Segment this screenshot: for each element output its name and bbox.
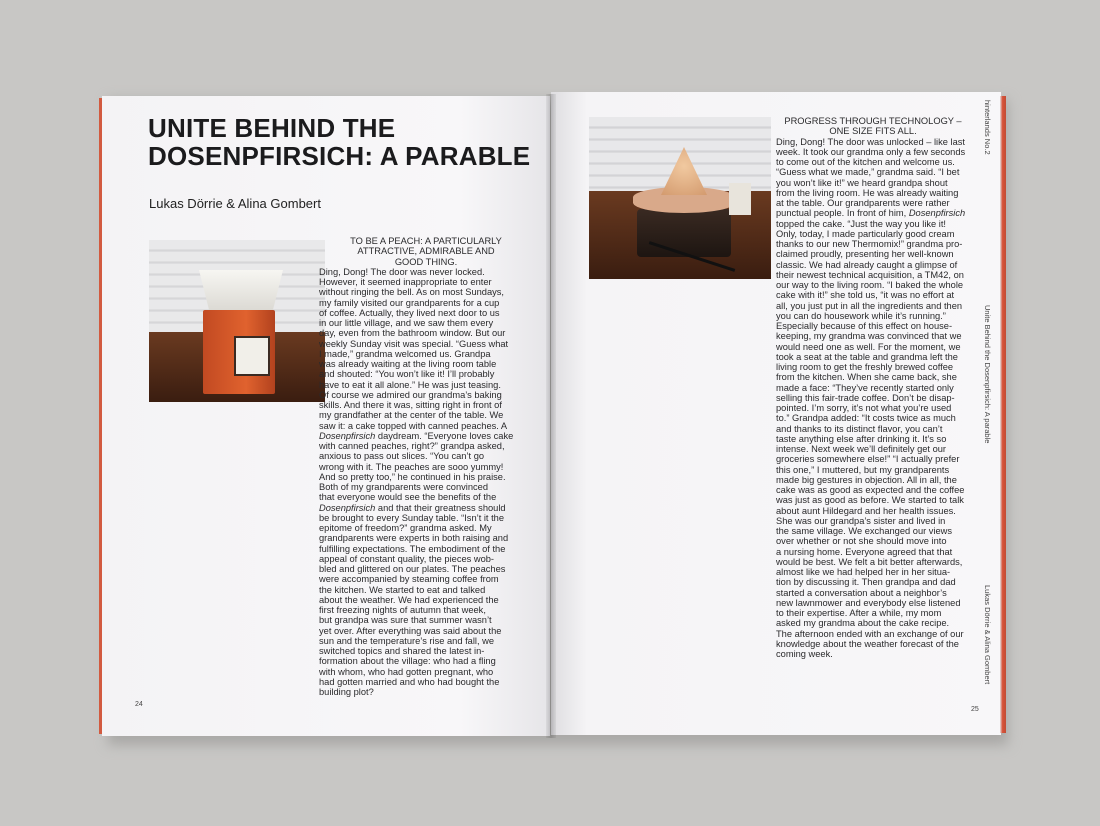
text-line: almost like we had helped her in her situa- bbox=[776, 567, 951, 577]
text-line: about the weather. We had experienced the bbox=[319, 594, 499, 605]
text-line: “Guess what we made,” grandma said. “I bet bbox=[776, 167, 960, 178]
heading-line: GOOD THING. bbox=[394, 256, 458, 267]
text-line: selling this fair-trade coffee. Don’t be disap- bbox=[776, 392, 955, 403]
text-line: sun and the temperature’s rise and fall, we bbox=[319, 635, 495, 646]
article-body bbox=[319, 267, 533, 698]
text-line: of coffee. Actually, they lived next door to us bbox=[319, 307, 500, 318]
text-line: and thanks to its distinct flavor, you can’t bbox=[776, 423, 943, 434]
text-line: started a conversation about a neighbor’s bbox=[776, 587, 947, 598]
text-line: living room to get the freshly brewed coffee bbox=[776, 362, 954, 372]
text-line: and shouted: “You won’t like it! I’ll probably bbox=[319, 369, 495, 380]
text-line: thanks to our new Thermomix!” grandma pro- bbox=[776, 239, 963, 249]
page-number-left: 24 bbox=[135, 701, 143, 708]
photo-citrus-juicer bbox=[589, 117, 771, 279]
text-line: have to eat it all alone.” He was just teasing. bbox=[319, 379, 501, 390]
text-line: formation about the village: who had a fling bbox=[319, 656, 496, 667]
text-line: week. It took our grandma only a few seconds bbox=[776, 146, 966, 157]
text-line: cake was as good as expected and the coffee bbox=[776, 485, 965, 495]
text-line: to their expertise. After a while, my mom bbox=[776, 608, 942, 618]
section-heading bbox=[776, 116, 970, 137]
text-line: grandparents were experts in both raising and bbox=[319, 533, 509, 544]
title-line: DOSENPFIRSICH: A PARABLE bbox=[148, 141, 531, 171]
text-line: anxious to pass out slices. “You can’t go bbox=[319, 451, 485, 462]
text-line: to come out of the kitchen and welcome us. bbox=[776, 157, 955, 167]
text-line: a nursing home. Everyone agreed that that bbox=[776, 546, 953, 557]
text-line: saw it: a cake topped with canned peaches. A bbox=[319, 420, 508, 431]
text-line: Ding, Dong! The door was never locked. bbox=[319, 266, 485, 277]
text-line: Of course we admired our grandma’s baking bbox=[319, 389, 502, 400]
text-line: taste anything else after drinking it. It’s so bbox=[776, 433, 947, 444]
text-line: cake with it!” she told us, “it was no effort at bbox=[776, 290, 955, 301]
text-line: you can do housework while it’s running.” bbox=[776, 310, 946, 321]
text-line: our way to the living room. “I baked the whole bbox=[776, 280, 964, 290]
text-line: keeping, my grandma was convinced that we bbox=[776, 331, 962, 342]
text-line: would need one as well. For the moment, we bbox=[776, 341, 961, 352]
text-line: However, it seemed inappropriate to enter bbox=[319, 277, 492, 287]
text-line: were accompanied by steaming coffee from bbox=[319, 574, 499, 585]
text-line: over whether or not she should move into bbox=[776, 536, 947, 547]
text-line: yet over. After everything was said about the bbox=[319, 625, 502, 636]
photo-kitchen-scale bbox=[149, 240, 325, 402]
spine-gutter bbox=[546, 94, 556, 738]
text-line: the same village. We exchanged our views bbox=[776, 526, 953, 536]
text-line: would be best. We felt a bit better afterwards, bbox=[776, 556, 963, 567]
text-line: my family visited our grandparents for a cup bbox=[319, 297, 500, 308]
text-line: made a face: “They’ve recently started only bbox=[776, 382, 954, 393]
page-number-right: 25 bbox=[971, 706, 979, 713]
text-line: from the kitchen. When she came back, she bbox=[776, 372, 957, 383]
text-line: without ringing the bell. As on most Sundays, bbox=[319, 287, 505, 298]
heading-line: TO BE A PEACH: A PARTICULARLY bbox=[350, 236, 502, 246]
text-line: And so pretty too,” he continued in his praise. bbox=[319, 471, 506, 482]
text-line: my grandfather at the center of the table. We bbox=[319, 410, 504, 421]
running-head-title: Unite Behind the Dosenpfirsich: A parable bbox=[983, 305, 992, 444]
text-line: to.” Grandpa added: “It costs twice as much bbox=[776, 413, 956, 424]
text-line: weekly Sunday visit was special. “Guess what bbox=[319, 338, 509, 349]
text-line: claimed proudly, presenting her well-known bbox=[776, 249, 954, 260]
text-line: you won’t like it!” we heard grandpa shout bbox=[776, 177, 948, 188]
text-line: Especially because of this effect on house- bbox=[776, 321, 953, 331]
text-line: their newest technical acquisition, a TM42, on bbox=[776, 269, 964, 280]
text-line: wrong with it. The peaches are sooo yummy! bbox=[319, 461, 504, 472]
section-heading bbox=[319, 236, 533, 267]
text-line: the kitchen. We started to eat and talked bbox=[319, 584, 486, 595]
heading-line: ATTRACTIVE, ADMIRABLE AND bbox=[357, 246, 495, 257]
article-authors: Lukas Dörrie & Alina Gombert bbox=[149, 196, 321, 211]
text-line: with whom, who had gotten pregnant, who bbox=[319, 666, 494, 677]
heading-line: PROGRESS THROUGH TECHNOLOGY – bbox=[784, 116, 962, 126]
text-line: that everyone would see the benefits of the bbox=[319, 492, 497, 503]
text-line: about aunt Hildegard and her health issues. bbox=[776, 505, 956, 516]
text-line: She was our grandpa’s sister and lived in bbox=[776, 515, 946, 526]
text-line: fulfilling expectations. The embodiment of the bbox=[319, 543, 506, 554]
text-line: had gotten married and who had bought the bbox=[319, 676, 500, 687]
text-line: from the living room. He was already waiting bbox=[776, 187, 959, 198]
heading-line: ONE SIZE FITS ALL. bbox=[829, 126, 917, 137]
text-line: asked my grandma about the cake recipe. bbox=[776, 618, 950, 629]
text-line: at the table. Our grandparents were rather bbox=[776, 198, 950, 208]
text-line: was already waiting at the living room table bbox=[319, 359, 497, 369]
text-line: day, even from the bathroom window. But our bbox=[319, 328, 506, 339]
text-line: Dosenpfirsich and that their greatness should bbox=[319, 502, 506, 513]
running-head-authors: Lukas Dörrie & Alina Gombert bbox=[983, 585, 992, 685]
text-line: I made,” grandma welcomed us. Grandpa bbox=[319, 348, 491, 359]
text-line: epitome of freedom?” grandma asked. My bbox=[319, 523, 492, 533]
text-line: was just as good as before. We started to talk bbox=[776, 495, 964, 506]
text-line: groceries somewhere else!” “I actually prefer bbox=[776, 454, 960, 465]
text-line: made big gestures in objection. All in all, the bbox=[776, 474, 957, 485]
text-line: took a seat at the table and grandma left the bbox=[776, 351, 958, 362]
text-line: new lawnmower and everybody else listened bbox=[776, 597, 961, 608]
text-line: be brought to every Sunday table. “Isn’t it the bbox=[319, 512, 505, 523]
text-line: Both of my grandparents were convinced bbox=[319, 482, 488, 492]
text-line: in our little village, and we saw them every bbox=[319, 318, 494, 328]
right-page-edge bbox=[1000, 96, 1006, 733]
text-line: appeal of constant quality, the pieces wob- bbox=[319, 553, 495, 564]
text-line: switched topics and shared the latest in- bbox=[319, 646, 485, 656]
text-line: Only, today, I made particularly good cream bbox=[776, 228, 955, 239]
text-line: classic. We had already caught a glimpse of bbox=[776, 259, 958, 270]
article-title bbox=[148, 114, 530, 170]
text-line: building plot? bbox=[319, 687, 374, 697]
right-article-column bbox=[776, 116, 970, 659]
running-head-magazine: hinterlands No.2 bbox=[983, 100, 992, 155]
text-line: but grandpa was sure that summer wasn’t bbox=[319, 615, 492, 626]
text-line: topped the cake. “Just the way you like it! bbox=[776, 218, 947, 229]
text-line: tion by discussing it. Then grandpa and dad bbox=[776, 577, 956, 588]
text-line: punctual people. In front of him, Dosenpfirsich bbox=[776, 208, 966, 219]
title-line: UNITE BEHIND THE bbox=[148, 113, 396, 143]
text-line: this one,” I muttered, but my grandparents bbox=[776, 464, 950, 475]
text-line: skills. And there it was, sitting right in front of bbox=[319, 400, 502, 410]
text-line: all, you just put in all the ingredients and then bbox=[776, 300, 963, 311]
article-body bbox=[776, 137, 970, 660]
text-line: bled and glittered on our plates. The peaches bbox=[319, 564, 506, 574]
text-line: Ding, Dong! The door was unlocked – like last bbox=[776, 136, 965, 147]
text-line: The afternoon ended with an exchange of our bbox=[776, 628, 964, 639]
text-line: first freezing nights of autumn that week, bbox=[319, 605, 486, 615]
text-line: with canned peaches, right?” grandpa asked, bbox=[319, 441, 505, 451]
text-line: pointed. I’m sorry, it’s not what you’re used bbox=[776, 403, 952, 413]
text-line: coming week. bbox=[776, 649, 833, 659]
left-article-column bbox=[319, 236, 533, 697]
text-line: knowledge about the weather forecast of the bbox=[776, 638, 959, 649]
text-line: Dosenpfirsich daydream. “Everyone loves cake bbox=[319, 430, 514, 441]
text-line: intense. Next week we’ll definitely get our bbox=[776, 444, 947, 454]
